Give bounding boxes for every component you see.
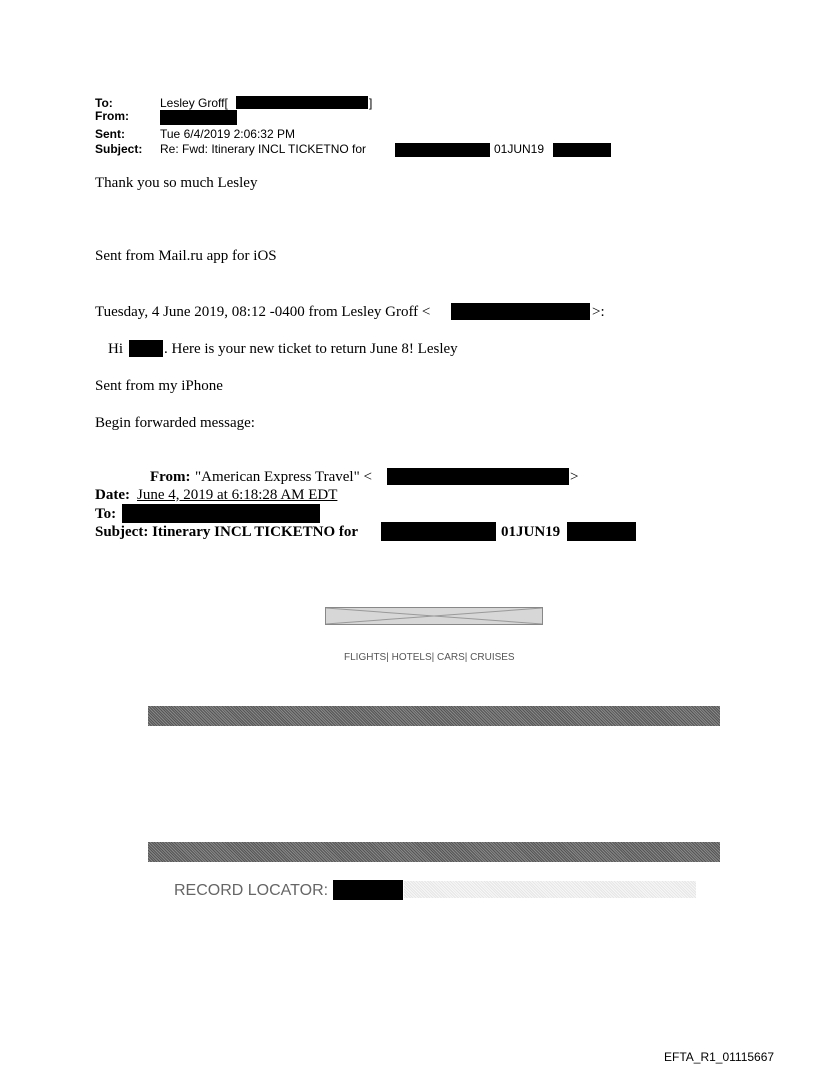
fwd-date-label: Date: — [95, 487, 130, 503]
to-bracket: ] — [369, 96, 373, 110]
banner-bar — [148, 706, 720, 726]
to-value: Lesley Groff[ — [160, 96, 228, 110]
redaction-block — [160, 110, 237, 125]
subject-date: 01JUN19 — [494, 142, 545, 156]
bates-number: EFTA_R1_01115667 — [664, 1050, 775, 1064]
fwd-from-end: > — [570, 469, 579, 485]
redaction-block — [553, 143, 611, 157]
subject-value: Re: Fwd: Itinerary INCL TICKETNO for — [160, 142, 367, 156]
fwd-from-label: From: — [150, 469, 191, 485]
redaction-block — [381, 522, 496, 541]
fwd-subject-date: 01JUN19 — [501, 524, 561, 540]
redaction-block — [129, 340, 163, 357]
section-bar — [148, 842, 720, 862]
redaction-block — [236, 96, 368, 109]
hi-message: . Here is your new ticket to return June 8! Lesley — [164, 341, 458, 357]
fwd-to-label: To: — [95, 506, 117, 522]
record-locator-label: RECORD LOCATOR: — [174, 882, 329, 899]
subject-label: Subject: — [95, 142, 143, 156]
redaction-block — [122, 504, 320, 523]
fwd-from-value: "American Express Travel" < — [195, 469, 372, 485]
mailru-signature: Sent from Mail.ru app for iOS — [95, 248, 277, 264]
thanks-line: Thank you so much Lesley — [95, 175, 258, 191]
redaction-block — [567, 522, 636, 541]
fwd-subject-label: Subject: Itinerary INCL TICKETNO for — [95, 524, 359, 540]
redaction-block — [387, 468, 569, 485]
broken-image-icon — [326, 608, 542, 624]
travel-nav-links[interactable]: FLIGHTS| HOTELS| CARS| CRUISES — [344, 652, 515, 663]
quote-intro-end: >: — [592, 304, 605, 320]
hi-prefix: Hi — [108, 341, 123, 357]
quote-intro: Tuesday, 4 June 2019, 08:12 -0400 from Lesley Groff < — [95, 304, 431, 320]
fwd-date-value: June 4, 2019 at 6:18:28 AM EDT — [137, 487, 338, 503]
from-label: From: — [95, 109, 129, 123]
broken-image-placeholder — [325, 607, 543, 625]
redaction-block — [451, 303, 590, 320]
sent-value: Tue 6/4/2019 2:06:32 PM — [160, 127, 295, 141]
to-label: To: — [95, 96, 113, 110]
sent-label: Sent: — [95, 127, 125, 141]
redaction-block — [333, 880, 403, 900]
record-locator-field — [404, 881, 696, 898]
begin-forwarded: Begin forwarded message: — [95, 415, 255, 431]
redaction-block — [395, 143, 490, 157]
iphone-signature: Sent from my iPhone — [95, 378, 223, 394]
